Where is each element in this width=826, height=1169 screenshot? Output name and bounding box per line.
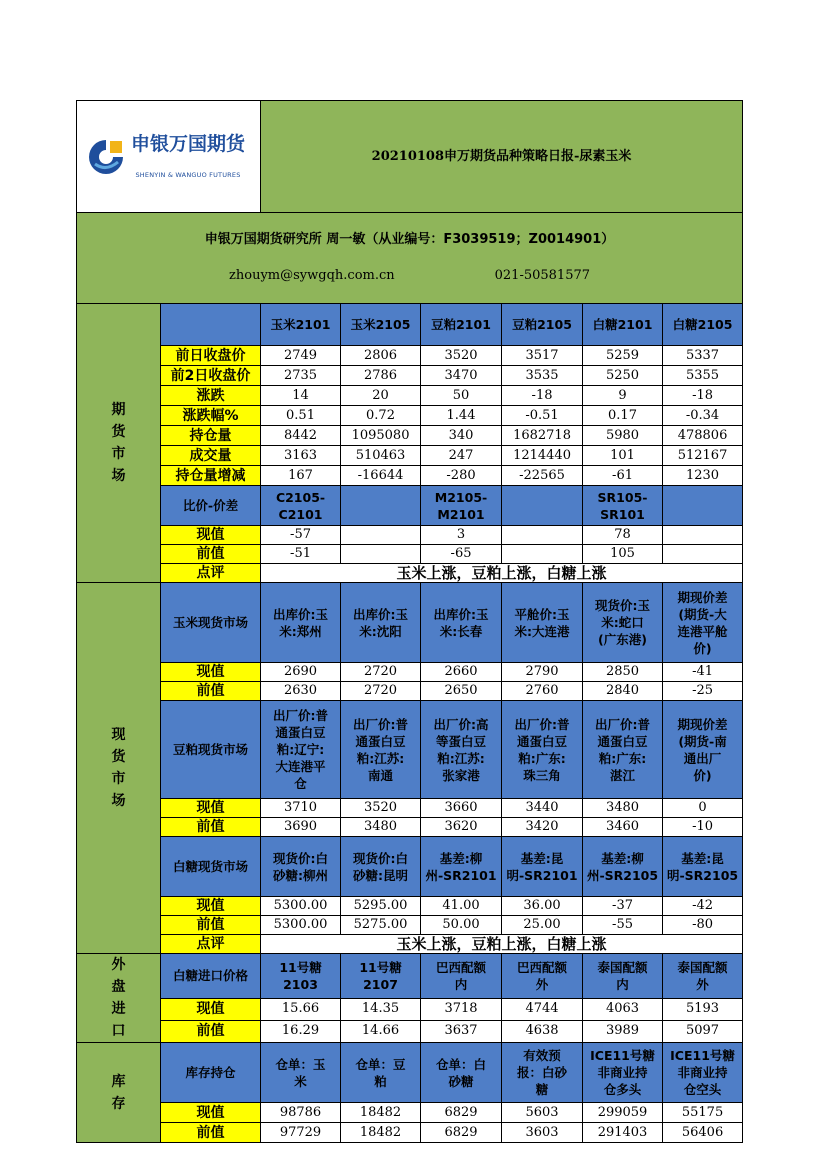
value-cell: 1.44 bbox=[421, 406, 502, 426]
corn-spot-header: 出库价:玉 米:郑州 bbox=[261, 583, 341, 663]
contact-line bbox=[77, 267, 742, 285]
value-cell: 1214440 bbox=[502, 446, 583, 466]
value-cell: 3163 bbox=[261, 446, 341, 466]
sugar-spot-header: 基差:柳 州-SR2105 bbox=[583, 837, 663, 897]
logo-mark-icon bbox=[85, 136, 127, 178]
table-row bbox=[77, 818, 743, 837]
table-row bbox=[77, 1123, 743, 1143]
value-cell: 5275.00 bbox=[341, 916, 421, 935]
row-label: 前值 bbox=[161, 1020, 261, 1042]
table-row bbox=[77, 1020, 743, 1042]
value-cell: 2660 bbox=[421, 663, 502, 682]
comment-label: 点评 bbox=[161, 564, 261, 583]
value-cell: -41 bbox=[663, 663, 743, 682]
value-cell: 2630 bbox=[261, 682, 341, 701]
value-cell: 3517 bbox=[502, 346, 583, 366]
table-row bbox=[77, 486, 743, 526]
overseas-label: 白糖进口价格 bbox=[161, 954, 261, 999]
inventory-header: 仓单：玉 米 bbox=[261, 1043, 341, 1103]
table-row bbox=[77, 998, 743, 1020]
inventory-header: 仓单：豆 粕 bbox=[341, 1043, 421, 1103]
table-row bbox=[77, 799, 743, 818]
value-cell: 78 bbox=[583, 526, 663, 545]
overseas-header: 巴西配额 内 bbox=[421, 954, 502, 999]
table-row bbox=[77, 837, 743, 897]
value-cell: -80 bbox=[663, 916, 743, 935]
value-cell: 2735 bbox=[261, 366, 341, 386]
value-cell: 14 bbox=[261, 386, 341, 406]
inventory-label: 库存持仓 bbox=[161, 1043, 261, 1103]
contact-info bbox=[77, 213, 743, 304]
value-cell: 5300.00 bbox=[261, 916, 341, 935]
institute-author: 申银万国期货研究所 周一敏（从业编号：F3039519；Z0014901） bbox=[204, 232, 615, 247]
value-cell: -16644 bbox=[341, 466, 421, 486]
value-cell: 5097 bbox=[663, 1020, 743, 1042]
value-cell: 3420 bbox=[502, 818, 583, 837]
spread-header bbox=[341, 486, 421, 526]
table-row bbox=[77, 1103, 743, 1123]
value-cell: 2806 bbox=[341, 346, 421, 366]
meal-spot-header: 出厂价:普 通蛋白豆 粕:广东: 湛江 bbox=[583, 701, 663, 799]
corn-spot-header: 现货价:玉 米:蛇口 (广东港) bbox=[583, 583, 663, 663]
meal-spot-header: 期现价差 (期货-南 通出厂 价) bbox=[663, 701, 743, 799]
value-cell: 3470 bbox=[421, 366, 502, 386]
value-cell: 55175 bbox=[663, 1103, 743, 1123]
sugar-spot-label: 白糖现货市场 bbox=[161, 837, 261, 897]
logo-text: 申银万国期货 bbox=[131, 133, 246, 155]
value-cell: 299059 bbox=[583, 1103, 663, 1123]
table-row bbox=[77, 954, 743, 999]
meal-spot-header: 出厂价:普 通蛋白豆 粕:江苏: 南通 bbox=[341, 701, 421, 799]
table-row bbox=[77, 346, 743, 366]
value-cell: 3460 bbox=[583, 818, 663, 837]
table-row bbox=[77, 386, 743, 406]
value-cell: 3710 bbox=[261, 799, 341, 818]
value-cell: 2840 bbox=[583, 682, 663, 701]
value-cell: 0.51 bbox=[261, 406, 341, 426]
value-cell: 101 bbox=[583, 446, 663, 466]
table-row bbox=[77, 564, 743, 583]
sugar-spot-header: 现货价:白 砂糖:昆明 bbox=[341, 837, 421, 897]
value-cell: 3520 bbox=[341, 799, 421, 818]
value-cell: -0.51 bbox=[502, 406, 583, 426]
value-cell bbox=[502, 526, 583, 545]
spread-header: M2105- M2101 bbox=[421, 486, 502, 526]
value-cell: -65 bbox=[421, 545, 502, 564]
value-cell: 20 bbox=[341, 386, 421, 406]
table-row bbox=[77, 897, 743, 916]
report-table bbox=[76, 100, 743, 1143]
value-cell: 0 bbox=[663, 799, 743, 818]
table-row bbox=[77, 916, 743, 935]
row-label: 现值 bbox=[161, 799, 261, 818]
value-cell: -18 bbox=[663, 386, 743, 406]
corn-spot-header: 平舱价:玉 米:大连港 bbox=[502, 583, 583, 663]
section-overseas-label: 外 盘 进 口 bbox=[77, 954, 161, 1043]
spot-comment: 玉米上涨，豆粕上涨，白糖上涨 bbox=[261, 935, 743, 954]
value-cell: -25 bbox=[663, 682, 743, 701]
table-row bbox=[77, 466, 743, 486]
overseas-header: 11号糖 2107 bbox=[341, 954, 421, 999]
value-cell: 0.17 bbox=[583, 406, 663, 426]
value-cell: -10 bbox=[663, 818, 743, 837]
value-cell: 105 bbox=[583, 545, 663, 564]
section-inventory-label: 库 存 bbox=[77, 1043, 161, 1143]
value-cell: 5250 bbox=[583, 366, 663, 386]
value-cell: 340 bbox=[421, 426, 502, 446]
value-cell: 50 bbox=[421, 386, 502, 406]
table-row bbox=[77, 426, 743, 446]
row-label: 前2日收盘价 bbox=[161, 366, 261, 386]
value-cell: 1095080 bbox=[341, 426, 421, 446]
row-label: 现值 bbox=[161, 1103, 261, 1123]
table-row bbox=[77, 682, 743, 701]
value-cell: 25.00 bbox=[502, 916, 583, 935]
phone: 021-50581577 bbox=[494, 268, 591, 283]
contract-header: 豆粕2105 bbox=[502, 304, 583, 346]
value-cell: 3520 bbox=[421, 346, 502, 366]
row-label: 持仓量增减 bbox=[161, 466, 261, 486]
value-cell: 1682718 bbox=[502, 426, 583, 446]
row-label: 前值 bbox=[161, 916, 261, 935]
overseas-header: 泰国配额 内 bbox=[583, 954, 663, 999]
value-cell: 2720 bbox=[341, 663, 421, 682]
value-cell bbox=[663, 545, 743, 564]
value-cell: 2720 bbox=[341, 682, 421, 701]
value-cell: 9 bbox=[583, 386, 663, 406]
table-row bbox=[77, 663, 743, 682]
value-cell: 0.72 bbox=[341, 406, 421, 426]
logo-subtext: SHENYIN & WANGUO FUTURES bbox=[135, 171, 241, 179]
value-cell: 3637 bbox=[421, 1020, 502, 1042]
row-label: 涨跌幅% bbox=[161, 406, 261, 426]
company-logo bbox=[77, 117, 260, 196]
value-cell: 5295.00 bbox=[341, 897, 421, 916]
value-cell: 6829 bbox=[421, 1123, 502, 1143]
value-cell: 14.66 bbox=[341, 1020, 421, 1042]
value-cell: 16.29 bbox=[261, 1020, 341, 1042]
value-cell: 478806 bbox=[663, 426, 743, 446]
row-label: 持仓量 bbox=[161, 426, 261, 446]
value-cell: 18482 bbox=[341, 1103, 421, 1123]
value-cell: 5355 bbox=[663, 366, 743, 386]
row-label: 现值 bbox=[161, 526, 261, 545]
value-cell: -42 bbox=[663, 897, 743, 916]
contract-header: 玉米2105 bbox=[341, 304, 421, 346]
futures-header-blank bbox=[161, 304, 261, 346]
contract-header: 玉米2101 bbox=[261, 304, 341, 346]
meal-spot-header: 出厂价:普 通蛋白豆 粕:广东: 珠三角 bbox=[502, 701, 583, 799]
value-cell: 5300.00 bbox=[261, 897, 341, 916]
corn-spot-header: 出库价:玉 米:沈阳 bbox=[341, 583, 421, 663]
comment-label: 点评 bbox=[161, 935, 261, 954]
value-cell bbox=[502, 545, 583, 564]
value-cell: 3 bbox=[421, 526, 502, 545]
value-cell bbox=[341, 545, 421, 564]
table-row bbox=[77, 526, 743, 545]
row-label: 前值 bbox=[161, 1123, 261, 1143]
value-cell: 5337 bbox=[663, 346, 743, 366]
inventory-header: 仓单：白 砂糖 bbox=[421, 1043, 502, 1103]
email: zhouym@sywgqh.com.cn bbox=[229, 268, 395, 283]
value-cell bbox=[341, 526, 421, 545]
row-label: 前值 bbox=[161, 818, 261, 837]
corn-spot-header: 出库价:玉 米:长春 bbox=[421, 583, 502, 663]
value-cell: 8442 bbox=[261, 426, 341, 446]
inventory-header: ICE11号糖 非商业持 仓空头 bbox=[663, 1043, 743, 1103]
value-cell: 5980 bbox=[583, 426, 663, 446]
value-cell: 3480 bbox=[341, 818, 421, 837]
value-cell: -57 bbox=[261, 526, 341, 545]
value-cell: -22565 bbox=[502, 466, 583, 486]
spread-label: 比价-价差 bbox=[161, 486, 261, 526]
contract-header: 白糖2105 bbox=[663, 304, 743, 346]
value-cell: 98786 bbox=[261, 1103, 341, 1123]
row-label: 涨跌 bbox=[161, 386, 261, 406]
row-label: 现值 bbox=[161, 663, 261, 682]
table-row bbox=[77, 701, 743, 799]
value-cell: 3718 bbox=[421, 998, 502, 1020]
report-title: 20210108申万期货品种策略日报-尿素玉米 bbox=[261, 101, 743, 213]
report-sheet bbox=[76, 100, 742, 1143]
spread-header: SR105- SR101 bbox=[583, 486, 663, 526]
value-cell: 2749 bbox=[261, 346, 341, 366]
value-cell: 5259 bbox=[583, 346, 663, 366]
spread-header bbox=[663, 486, 743, 526]
row-label: 现值 bbox=[161, 897, 261, 916]
section-spot-label: 现 货 市 场 bbox=[77, 583, 161, 954]
section-futures-label: 期 货 市 场 bbox=[77, 304, 161, 583]
spread-header bbox=[502, 486, 583, 526]
value-cell: 510463 bbox=[341, 446, 421, 466]
value-cell: 5603 bbox=[502, 1103, 583, 1123]
corn-spot-header: 期现价差 (期货-大 连港平舱 价) bbox=[663, 583, 743, 663]
sugar-spot-header: 现货价:白 砂糖:柳州 bbox=[261, 837, 341, 897]
value-cell: 3989 bbox=[583, 1020, 663, 1042]
value-cell: -280 bbox=[421, 466, 502, 486]
value-cell: 3603 bbox=[502, 1123, 583, 1143]
inventory-header: 有效预 报：白砂 糖 bbox=[502, 1043, 583, 1103]
table-row bbox=[77, 935, 743, 954]
value-cell: -0.34 bbox=[663, 406, 743, 426]
value-cell: 3535 bbox=[502, 366, 583, 386]
value-cell: 4063 bbox=[583, 998, 663, 1020]
spread-header: C2105- C2101 bbox=[261, 486, 341, 526]
value-cell: 97729 bbox=[261, 1123, 341, 1143]
value-cell: 41.00 bbox=[421, 897, 502, 916]
value-cell: 167 bbox=[261, 466, 341, 486]
value-cell: 2786 bbox=[341, 366, 421, 386]
futures-comment: 玉米上涨，豆粕上涨，白糖上涨 bbox=[261, 564, 743, 583]
value-cell: 56406 bbox=[663, 1123, 743, 1143]
meal-spot-header: 出厂价:高 等蛋白豆 粕:江苏: 张家港 bbox=[421, 701, 502, 799]
value-cell: 18482 bbox=[341, 1123, 421, 1143]
overseas-header: 巴西配额 外 bbox=[502, 954, 583, 999]
value-cell: 3440 bbox=[502, 799, 583, 818]
table-row bbox=[77, 366, 743, 386]
sugar-spot-header: 基差:昆 明-SR2105 bbox=[663, 837, 743, 897]
overseas-header: 11号糖 2103 bbox=[261, 954, 341, 999]
value-cell: 36.00 bbox=[502, 897, 583, 916]
value-cell: 512167 bbox=[663, 446, 743, 466]
inventory-header: ICE11号糖 非商业持 仓多头 bbox=[583, 1043, 663, 1103]
row-label: 前值 bbox=[161, 545, 261, 564]
value-cell: 3660 bbox=[421, 799, 502, 818]
overseas-header: 泰国配额 外 bbox=[663, 954, 743, 999]
sugar-spot-header: 基差:柳 州-SR2101 bbox=[421, 837, 502, 897]
value-cell: 4638 bbox=[502, 1020, 583, 1042]
value-cell: 2790 bbox=[502, 663, 583, 682]
value-cell: 3480 bbox=[583, 799, 663, 818]
row-label: 前值 bbox=[161, 682, 261, 701]
table-row bbox=[77, 446, 743, 466]
value-cell: 14.35 bbox=[341, 998, 421, 1020]
value-cell: -37 bbox=[583, 897, 663, 916]
value-cell: 2690 bbox=[261, 663, 341, 682]
table-row bbox=[77, 1043, 743, 1103]
value-cell bbox=[663, 526, 743, 545]
value-cell: -61 bbox=[583, 466, 663, 486]
contract-header: 白糖2101 bbox=[583, 304, 663, 346]
value-cell: 2760 bbox=[502, 682, 583, 701]
value-cell: -55 bbox=[583, 916, 663, 935]
table-row bbox=[77, 304, 743, 346]
value-cell: 4744 bbox=[502, 998, 583, 1020]
value-cell: 15.66 bbox=[261, 998, 341, 1020]
value-cell: -18 bbox=[502, 386, 583, 406]
row-label: 现值 bbox=[161, 998, 261, 1020]
value-cell: 247 bbox=[421, 446, 502, 466]
table-row bbox=[77, 545, 743, 564]
value-cell: -51 bbox=[261, 545, 341, 564]
value-cell: 291403 bbox=[583, 1123, 663, 1143]
sugar-spot-header: 基差:昆 明-SR2101 bbox=[502, 837, 583, 897]
logo-cell bbox=[77, 101, 261, 213]
meal-spot-label: 豆粕现货市场 bbox=[161, 701, 261, 799]
value-cell: 2850 bbox=[583, 663, 663, 682]
table-row bbox=[77, 406, 743, 426]
row-label: 前日收盘价 bbox=[161, 346, 261, 366]
value-cell: 3690 bbox=[261, 818, 341, 837]
value-cell: 1230 bbox=[663, 466, 743, 486]
corn-spot-label: 玉米现货市场 bbox=[161, 583, 261, 663]
value-cell: 5193 bbox=[663, 998, 743, 1020]
table-row bbox=[77, 583, 743, 663]
meal-spot-header: 出厂价:普 通蛋白豆 粕:辽宁: 大连港平 仓 bbox=[261, 701, 341, 799]
value-cell: 50.00 bbox=[421, 916, 502, 935]
value-cell: 6829 bbox=[421, 1103, 502, 1123]
row-label: 成交量 bbox=[161, 446, 261, 466]
contract-header: 豆粕2101 bbox=[421, 304, 502, 346]
value-cell: 2650 bbox=[421, 682, 502, 701]
value-cell: 3620 bbox=[421, 818, 502, 837]
